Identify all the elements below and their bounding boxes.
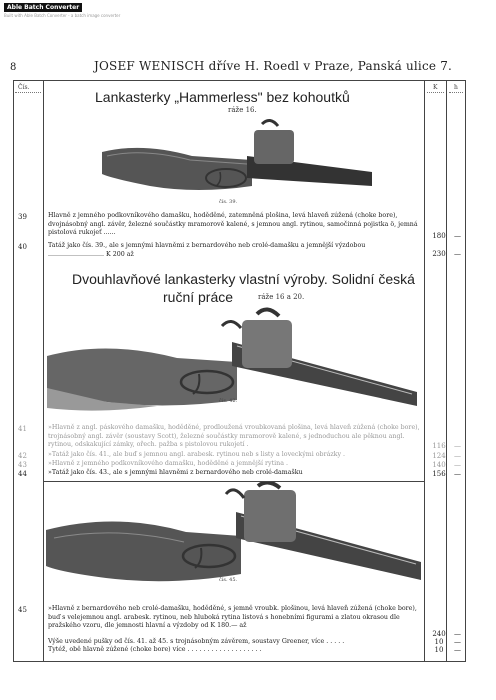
watermark-subtext: Built with Able Batch Converter - a batch image converter: [4, 13, 121, 18]
item-price-h: —: [454, 638, 461, 646]
item-price: 230: [432, 250, 446, 258]
item-number: 44: [18, 470, 27, 478]
page-header: JOSEF WENISCH dříve H. Roedl v Praze, Panská ulice 7.: [94, 59, 453, 73]
watermark-badge: Able Batch Converter: [4, 3, 82, 12]
item-number: 40: [18, 243, 27, 251]
item-description: »Hlavně z bernardového neb crolé-damašku, hoděděné, s jemně vroubk. plošinou, levá hlaveň zúžená (choke bore), buď s velejemnou angl. arabesk. rytinou, neb hluboká rytina listová s honebními figurami a zlatou okrasou dle pražského vzoru, dle jemnosti hlavní a výzdoby od K 180.— až: [48, 605, 417, 629]
item-description: Tytéž, obě hlavně zúžené (choke bore) více . . . . . . . . . . . . . . . . . . .: [48, 646, 262, 653]
item-price-h: —: [454, 250, 461, 258]
column-divider: [446, 80, 447, 662]
column-header-cis: Čís.: [18, 84, 30, 91]
item-price-h: —: [454, 232, 461, 240]
figure-caption-42: čís. 42.: [219, 398, 238, 404]
section-title-hammerless: Lankasterky „Hammerless" bez kohoutků: [95, 89, 350, 105]
column-divider: [424, 80, 425, 662]
column-header-h: h: [454, 84, 458, 91]
item-description: Hlavně z jemného podkovníkového damašku, hoděděné, zatemněná plošina, levá hlaveň zúžená (choke bore), dvojnásobný angl. závěr, železné součástky mramorově kalené, s jemnou angl. rytinou, samočinná pojistka ö, jemná pistolová rukojeť ......: [48, 212, 418, 236]
header-rule: [449, 92, 463, 93]
column-header-k: K: [433, 84, 438, 91]
item-price: 240: [432, 630, 446, 638]
shotgun-illustration-45: [46, 482, 421, 590]
figure-caption-45: čís. 45.: [219, 577, 238, 583]
item-number: 45: [18, 606, 27, 614]
item-description: Výše uvedené pušky od čís. 41. až 45. s trojnásobným závěrem, soustavy Greener, více . . . . .: [48, 638, 345, 645]
item-description: »Hlavně z angl. páskového damašku, hoděděné, prodloužená vroubkovaná plošina, levá hlaveň zúžená (choke bore), trojnásobný angl. závěr (soustavy Scott), železné součástky mramorově kalené, s jednoduchou ale pěknou angl. rytinou, odskakující zámky, ořech. pažba s pistolovou rukojetí .: [48, 424, 420, 448]
item-price: 116: [432, 442, 446, 450]
item-number: 42: [18, 452, 27, 460]
item-price-h: —: [454, 461, 461, 469]
item-price-h: —: [454, 646, 461, 654]
item-price: 156: [432, 470, 446, 478]
item-description: »Tatáž jako čís. 43., ale s jemnými hlavněmi z bernardového neb crolé-damašku: [48, 469, 303, 476]
header-rule: [427, 92, 444, 93]
column-divider: [43, 80, 44, 662]
item-price-h: —: [454, 442, 461, 450]
item-description: »Tatáž jako čís. 41., ale buď s jemnou angl. arabesk. rytinou neb s listy a loveckými obrázky .: [48, 451, 346, 458]
item-description: »Hlavně z jemného podkovníkového damašku, hoděděné a jemnější rytina .: [48, 460, 288, 467]
item-price-h: —: [454, 630, 461, 638]
figure-caption-39: čís. 39.: [219, 199, 238, 205]
page-number: 8: [10, 62, 17, 73]
item-price-h: —: [454, 470, 461, 478]
caliber-label: ráže 16.: [228, 106, 257, 114]
section-title-line2: ruční práce: [163, 289, 234, 305]
item-number: 43: [18, 461, 27, 469]
section-title-line1: Dvouhlavňové lankasterky vlastní výroby. Solidní česká: [72, 271, 415, 287]
item-price: 140: [432, 461, 446, 469]
item-price: 10: [434, 638, 444, 646]
item-description: Tatáž jako čís. 39., ale s jemnými hlavněmi z bernardového neb crolé-damašku a jemnější výzdobou ............................ K 200 až: [48, 242, 366, 258]
item-number: 39: [18, 213, 27, 221]
shotgun-illustration-39: [102, 116, 372, 198]
item-price: 10: [434, 646, 444, 654]
header-rule: [15, 92, 41, 93]
caliber-label: ráže 16 a 20.: [258, 293, 305, 301]
item-price: 180: [432, 232, 446, 240]
item-price-h: —: [454, 452, 461, 460]
item-number: 41: [18, 425, 27, 433]
item-price: 124: [432, 452, 446, 460]
